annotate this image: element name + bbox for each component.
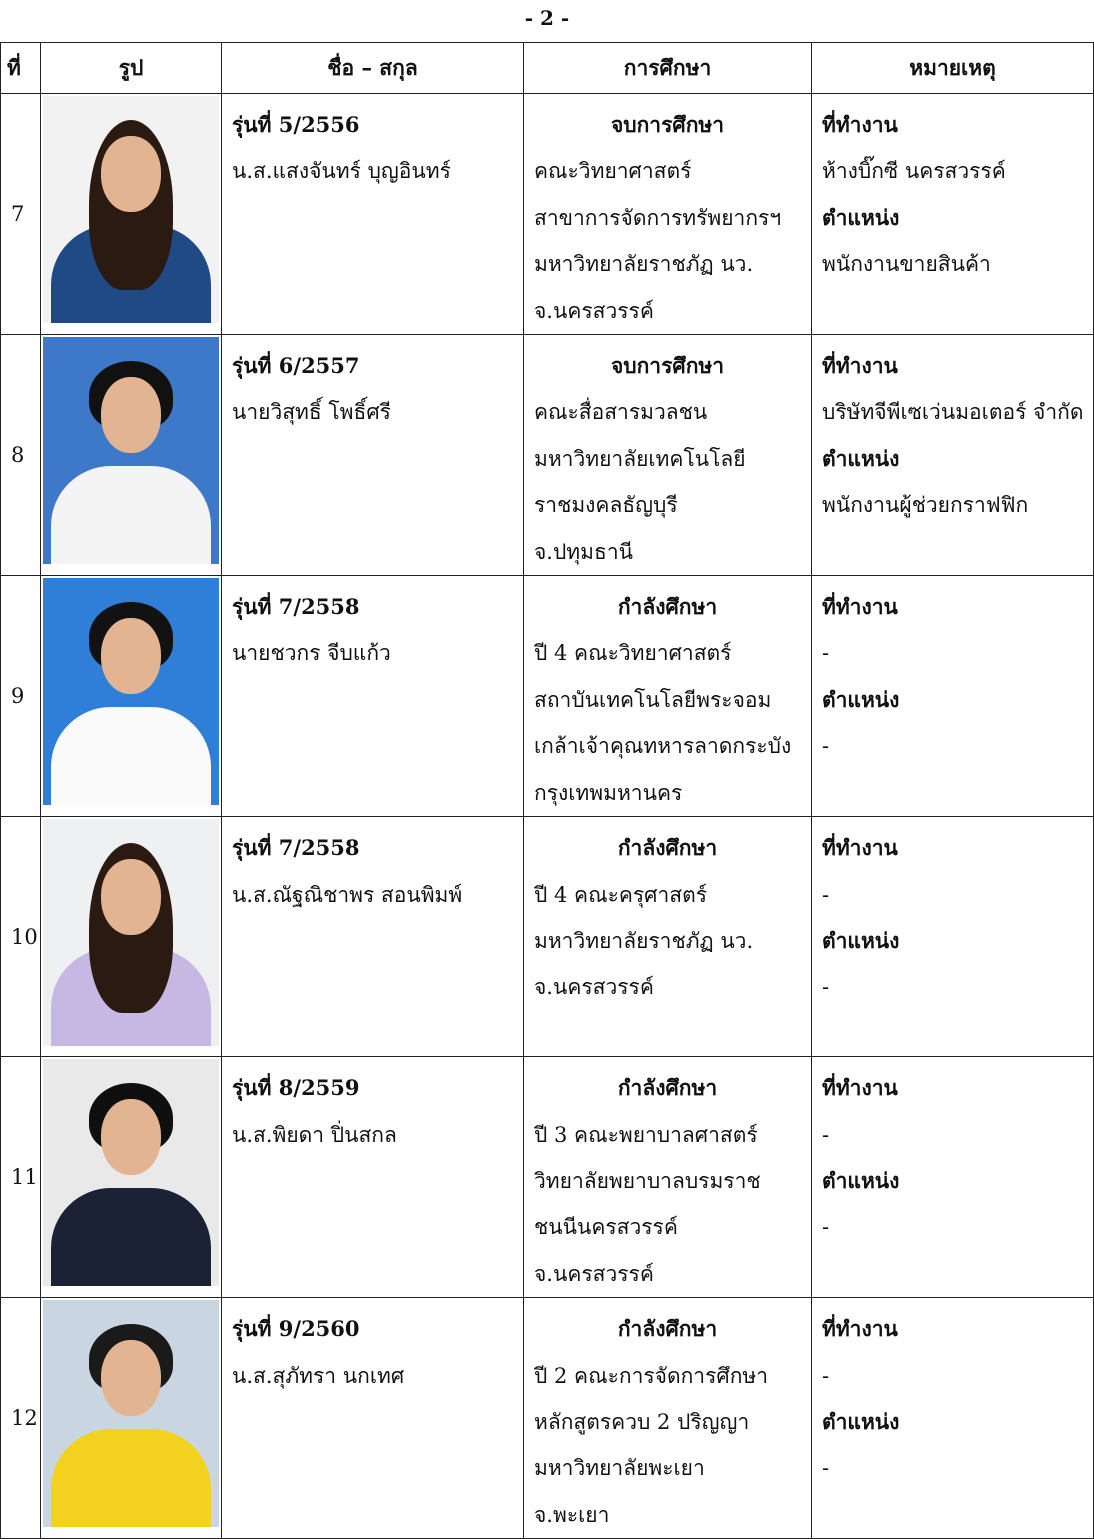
- portrait-photo: [43, 1059, 219, 1286]
- header-education: การศึกษา: [524, 43, 812, 94]
- position-label: ตำแหน่ง: [822, 204, 900, 230]
- person-name: นายชวกร จีบแก้ว: [232, 641, 391, 666]
- education-cell: [524, 817, 812, 1057]
- education-line: มหาวิทยาลัยราชภัฏ นว.: [534, 928, 754, 953]
- remark-cell: [812, 1057, 1094, 1298]
- position-value: -: [822, 1456, 830, 1481]
- position-value: -: [822, 734, 830, 759]
- education-line: สาขาการจัดการทรัพยากรฯ: [534, 205, 782, 230]
- table-row: [1, 1298, 1094, 1539]
- education-status: จบการศึกษา: [610, 353, 725, 379]
- education-line: วิทยาลัยพยาบาลบรมราช: [534, 1168, 761, 1193]
- row-number: 12: [1, 1298, 41, 1539]
- education-line: ชนนีนครสวรรค์: [534, 1215, 678, 1240]
- photo-face: [101, 377, 161, 453]
- workplace-value: -: [822, 1363, 830, 1388]
- education-cell: [524, 1298, 812, 1539]
- photo-cell: [41, 94, 222, 335]
- header-photo: รูป: [41, 43, 222, 94]
- education-status: กำลังศึกษา: [617, 1075, 718, 1101]
- person-name: น.ส.พิยดา ปิ่นสกล: [232, 1122, 397, 1147]
- portrait-photo: [43, 578, 219, 805]
- photo-shirt: [51, 707, 211, 805]
- education-line: ปี 4 คณะวิทยาศาสตร์: [534, 641, 732, 666]
- workplace-value: -: [822, 1122, 830, 1147]
- education-line: มหาวิทยาลัยพะเยา: [534, 1456, 705, 1481]
- cohort-label: รุ่นที่ 5/2556: [232, 112, 360, 137]
- workplace-label: ที่ทำงาน: [822, 1075, 898, 1101]
- row-number: 7: [1, 94, 41, 335]
- photo-face: [101, 1340, 161, 1416]
- portrait-photo: [43, 96, 219, 323]
- table-row: [1, 335, 1094, 576]
- workplace-label: ที่ทำงาน: [822, 353, 898, 379]
- table-row: [1, 1057, 1094, 1298]
- portrait-photo: [43, 337, 219, 564]
- education-status: กำลังศึกษา: [617, 1316, 718, 1342]
- photo-cell: [41, 576, 222, 817]
- person-name: น.ส.แสงจันทร์ บุญอินทร์: [232, 159, 451, 184]
- photo-shirt: [51, 1188, 211, 1286]
- photo-face: [101, 618, 161, 694]
- workplace-value: บริษัทจีพีเซเว่นมอเตอร์ จำกัด: [822, 400, 1083, 425]
- education-line: เกล้าเจ้าคุณทหารลาดกระบัง: [534, 734, 792, 759]
- page-number: - 2 -: [524, 6, 570, 30]
- photo-face: [101, 859, 161, 935]
- row-number: 11: [1, 1057, 41, 1298]
- workplace-value: -: [822, 882, 830, 907]
- education-line: กรุงเทพมหานคร: [534, 780, 683, 805]
- cohort-label: รุ่นที่ 7/2558: [232, 835, 360, 861]
- position-value: พนักงานผู้ช่วยกราฟฟิก: [822, 493, 1029, 518]
- person-name: น.ส.ณัฐณิชาพร สอนพิมพ์: [232, 882, 463, 907]
- person-name: น.ส.สุภัทรา นกเทศ: [232, 1363, 405, 1388]
- table-row: [1, 817, 1094, 1057]
- education-line: จ.นครสวรรค์: [534, 1261, 654, 1286]
- education-line: จ.ปทุมธานี: [534, 539, 633, 564]
- position-value: -: [822, 975, 830, 1000]
- position-value: พนักงานขายสินค้า: [822, 252, 991, 277]
- position-value: -: [822, 1215, 830, 1240]
- photo-cell: [41, 1057, 222, 1298]
- name-cell: [222, 576, 524, 817]
- education-cell: [524, 1057, 812, 1298]
- photo-cell: [41, 335, 222, 576]
- photo-face: [101, 1099, 161, 1175]
- cohort-label: รุ่นที่ 9/2560: [232, 1316, 360, 1342]
- name-cell: [222, 94, 524, 335]
- workplace-label: ที่ทำงาน: [822, 112, 898, 137]
- table-header-row: [1, 43, 1094, 94]
- education-line: จ.นครสวรรค์: [534, 975, 654, 1000]
- remark-cell: [812, 335, 1094, 576]
- education-cell: [524, 335, 812, 576]
- row-number: 10: [1, 817, 41, 1057]
- portrait-photo: [43, 819, 219, 1046]
- table-row: [1, 576, 1094, 817]
- header-no: ที่: [1, 43, 41, 94]
- remark-cell: [812, 576, 1094, 817]
- remark-cell: [812, 94, 1094, 335]
- name-cell: [222, 817, 524, 1057]
- education-status: กำลังศึกษา: [617, 594, 718, 620]
- name-cell: [222, 335, 524, 576]
- photo-shirt: [51, 466, 211, 564]
- position-label: ตำแหน่ง: [822, 686, 900, 712]
- workplace-label: ที่ทำงาน: [822, 594, 898, 620]
- education-status: กำลังศึกษา: [617, 835, 718, 861]
- cohort-label: รุ่นที่ 8/2559: [232, 1075, 360, 1101]
- workplace-value: ห้างบิ๊กซี นครสวรรค์: [822, 159, 1006, 184]
- education-line: คณะวิทยาศาสตร์: [534, 159, 692, 184]
- alumni-table: [0, 42, 1094, 1539]
- remark-cell: [812, 1298, 1094, 1539]
- cohort-label: รุ่นที่ 7/2558: [232, 594, 360, 620]
- header-remark: หมายเหตุ: [812, 43, 1094, 94]
- position-label: ตำแหน่ง: [822, 445, 900, 471]
- workplace-value: -: [822, 641, 830, 666]
- position-label: ตำแหน่ง: [822, 1408, 900, 1434]
- education-line: หลักสูตรควบ 2 ปริญญา: [534, 1409, 750, 1434]
- person-name: นายวิสุทธิ์ โพธิ์ศรี: [232, 400, 391, 425]
- education-line: ราชมงคลธัญบุรี: [534, 493, 678, 518]
- remark-cell: [812, 817, 1094, 1057]
- education-cell: [524, 576, 812, 817]
- row-number: 8: [1, 335, 41, 576]
- position-label: ตำแหน่ง: [822, 927, 900, 953]
- table-row: [1, 94, 1094, 335]
- education-line: ปี 2 คณะการจัดการศึกษา: [534, 1363, 769, 1388]
- photo-cell: [41, 1298, 222, 1539]
- education-cell: [524, 94, 812, 335]
- education-line: มหาวิทยาลัยเทคโนโลยี: [534, 446, 746, 471]
- education-line: สถาบันเทคโนโลยีพระจอม: [534, 687, 772, 712]
- workplace-label: ที่ทำงาน: [822, 1316, 898, 1342]
- education-line: จ.พะเยา: [534, 1502, 610, 1527]
- row-number: 9: [1, 576, 41, 817]
- photo-face: [101, 136, 161, 212]
- workplace-label: ที่ทำงาน: [822, 835, 898, 861]
- education-line: ปี 3 คณะพยาบาลศาสตร์: [534, 1122, 758, 1147]
- name-cell: [222, 1057, 524, 1298]
- education-line: จ.นครสวรรค์: [534, 298, 654, 323]
- photo-shirt: [51, 1429, 211, 1527]
- cohort-label: รุ่นที่ 6/2557: [232, 353, 360, 379]
- header-name: ชื่อ – สกุล: [222, 43, 524, 94]
- education-line: ปี 4 คณะครุศาสตร์: [534, 882, 708, 907]
- education-line: มหาวิทยาลัยราชภัฏ นว.: [534, 252, 754, 277]
- name-cell: [222, 1298, 524, 1539]
- portrait-photo: [43, 1300, 219, 1527]
- education-line: คณะสื่อสารมวลชน: [534, 400, 708, 425]
- photo-cell: [41, 817, 222, 1057]
- position-label: ตำแหน่ง: [822, 1167, 900, 1193]
- education-status: จบการศึกษา: [610, 112, 725, 137]
